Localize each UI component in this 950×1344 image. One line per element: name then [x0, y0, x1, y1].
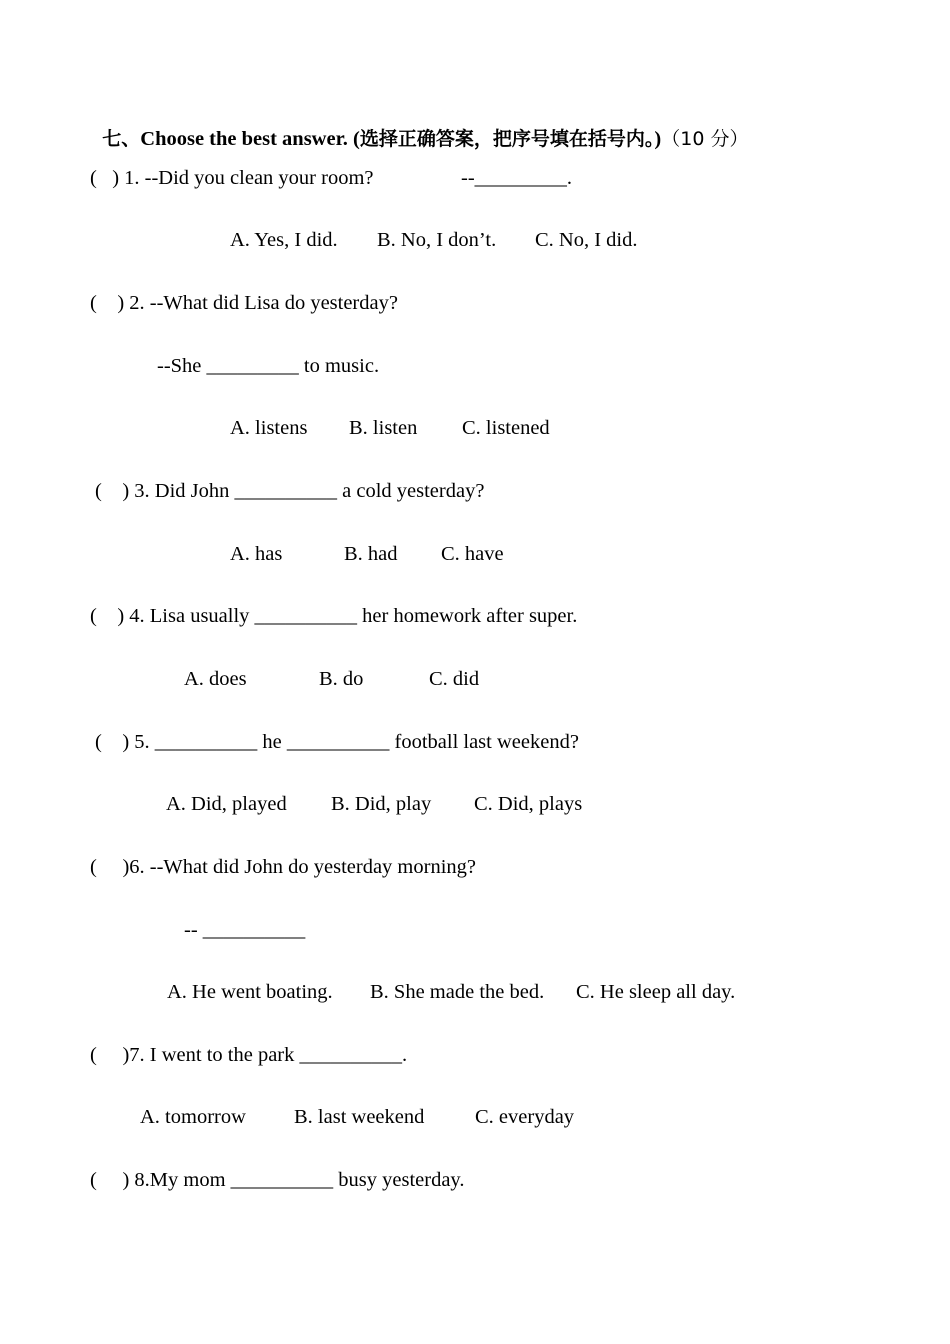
question-6-option-b: B. She made the bed.: [370, 981, 545, 1003]
question-6-stem: ( )6. --What did John do yesterday morning?: [90, 856, 476, 878]
question-6-option-c: C. He sleep all day.: [576, 981, 736, 1003]
question-1-option-a: A. Yes, I did.: [230, 229, 338, 251]
question-2-stem: ( ) 2. --What did Lisa do yesterday?: [90, 292, 398, 314]
question-4-stem: ( ) 4. Lisa usually __________ her homework after super.: [90, 605, 578, 627]
question-4-option-c: C. did: [429, 668, 480, 690]
section-title-close: ): [654, 128, 662, 150]
question-1-option-c: C. No, I did.: [535, 229, 638, 251]
question-1-stem: ( ) 1. --Did you clean your room?: [90, 167, 374, 189]
question-2-option-b: B. listen: [349, 417, 418, 439]
question-3-option-a: A. has: [230, 543, 283, 565]
question-3-option-c: C. have: [441, 543, 504, 565]
question-1-option-b: B. No, I don’t.: [377, 229, 497, 251]
question-1-answer-blank: --_________.: [461, 167, 573, 189]
section-heading: [92, 103, 748, 151]
section-number: 七、: [102, 128, 141, 150]
question-6-option-a: A. He went boating.: [167, 981, 333, 1003]
question-5-stem: ( ) 5. __________ he __________ football last weekend?: [95, 731, 579, 753]
question-6-sub: -- __________: [184, 919, 306, 941]
question-8-stem: ( ) 8.My mom __________ busy yesterday.: [90, 1169, 465, 1191]
question-2-sub: --She _________ to music.: [157, 355, 380, 377]
question-3-option-b: B. had: [344, 543, 398, 565]
question-2-option-c: C. listened: [462, 417, 550, 439]
question-3-stem: ( ) 3. Did John __________ a cold yesterday?: [95, 480, 485, 502]
question-4-option-b: B. do: [319, 668, 364, 690]
section-title-cn: 选择正确答案，把序号填在括号内。: [359, 128, 655, 150]
question-7-option-a: A. tomorrow: [140, 1106, 246, 1128]
section-points: （10 分）: [661, 128, 749, 150]
question-5-option-c: C. Did, plays: [474, 793, 583, 815]
section-title-en: Choose the best answer. (: [140, 128, 360, 150]
question-7-option-b: B. last weekend: [294, 1106, 425, 1128]
question-5-option-a: A. Did, played: [166, 793, 287, 815]
question-5-option-b: B. Did, play: [331, 793, 432, 815]
question-7-option-c: C. everyday: [475, 1106, 575, 1128]
question-2-option-a: A. listens: [230, 417, 308, 439]
question-7-stem: ( )7. I went to the park __________.: [90, 1044, 408, 1066]
question-4-option-a: A. does: [184, 668, 247, 690]
